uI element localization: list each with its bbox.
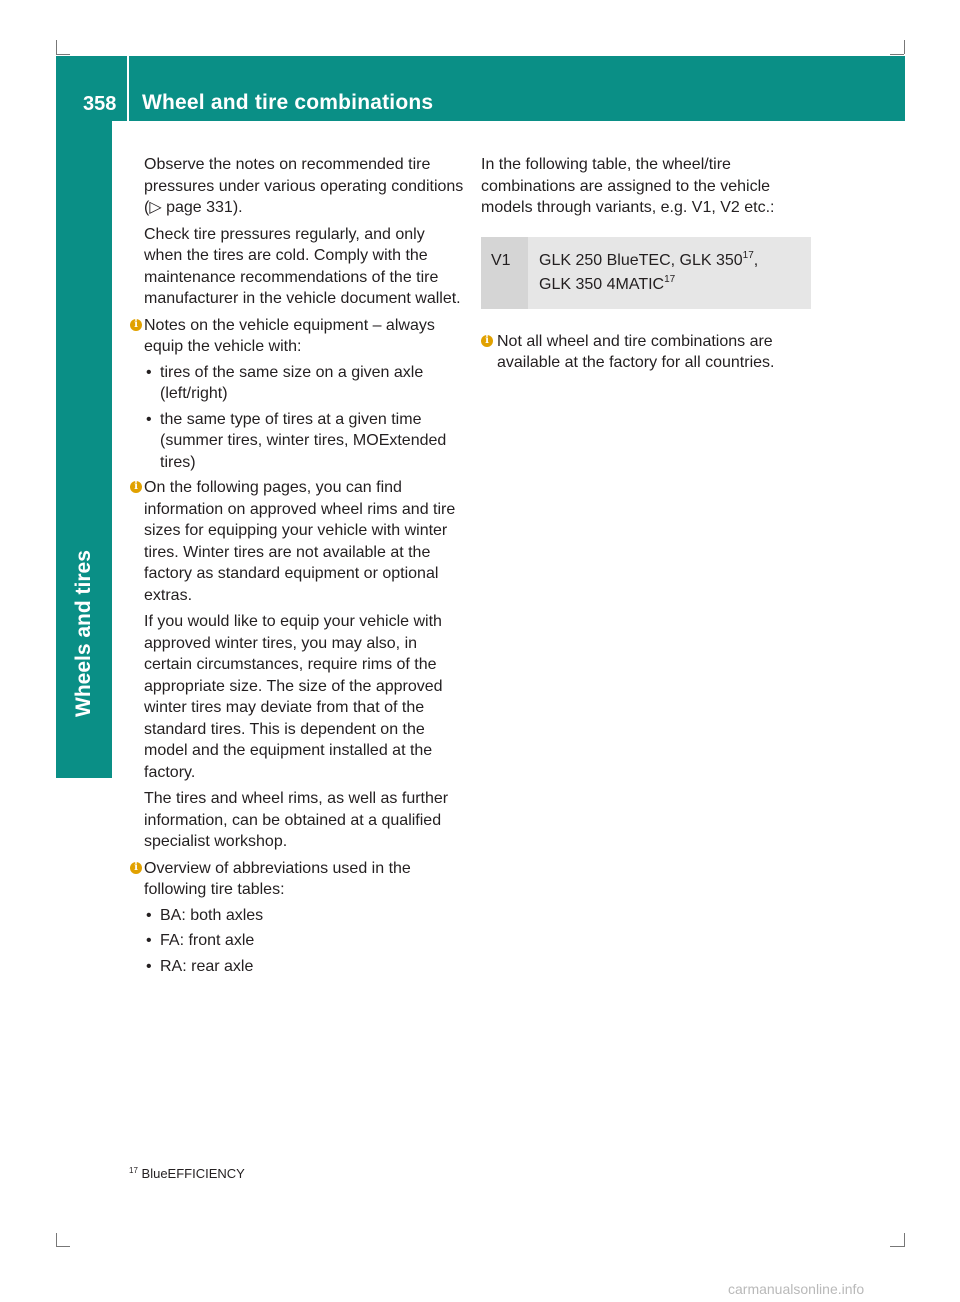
info-icon: i bbox=[130, 319, 142, 331]
header-bar bbox=[56, 56, 905, 121]
info-text: Overview of abbreviations used in the following tire tables: bbox=[144, 859, 411, 898]
right-column bbox=[481, 154, 821, 378]
crop-mark bbox=[904, 1233, 905, 1247]
section-title: Wheel and tire combinations bbox=[142, 91, 434, 114]
crop-mark bbox=[56, 1233, 57, 1247]
variant-key: V1 bbox=[481, 237, 528, 309]
footnote-number: 17 bbox=[129, 1166, 138, 1175]
info-text: On the following pages, you can find information on approved wheel rims and tire sizes for equipping your vehicle with winter tires. Winter tires are not available at the factory as standard equipment or optional extras. bbox=[144, 479, 456, 604]
bullet-list bbox=[144, 905, 464, 978]
crop-mark bbox=[56, 54, 70, 55]
paragraph: In the following table, the wheel/tire combinations are assigned to the vehicle models through variants, e.g. V1, V2 etc.: bbox=[481, 156, 775, 216]
info-note bbox=[134, 315, 464, 474]
info-note bbox=[134, 858, 464, 978]
crop-mark bbox=[890, 54, 904, 55]
crop-mark bbox=[890, 1246, 904, 1247]
paragraph: Observe the notes on recommended tire pressures under various operating conditions (▷ page 331). bbox=[144, 156, 464, 216]
list-item: • RA: rear axle bbox=[160, 956, 464, 978]
paragraph: The tires and wheel rims, as well as further information, can be obtained at a qualified specialist workshop. bbox=[144, 790, 449, 850]
info-text: Not all wheel and tire combinations are available at the factory for all countries. bbox=[497, 332, 775, 371]
page-number: 358 bbox=[83, 93, 117, 115]
info-note bbox=[481, 331, 821, 374]
crop-mark bbox=[56, 40, 57, 54]
model-line: GLK 350 4MATIC bbox=[539, 275, 665, 293]
crop-mark bbox=[56, 1246, 70, 1247]
side-tab-label: Wheels and tires bbox=[72, 550, 95, 717]
list-item: • tires of the same size on a given axle (left/right) bbox=[160, 362, 464, 405]
left-column bbox=[134, 154, 464, 981]
footnote-ref: 17 bbox=[742, 249, 754, 261]
info-text: Notes on the vehicle equipment – always equip the vehicle with: bbox=[144, 316, 435, 355]
paragraph: If you would like to equip your vehicle with approved winter tires, you may also, in certain circumstances, require rims of the appropriate size. The size of the approved winter tires may deviate from that of the standard tires. This is dependent on the model and the equipment installed at the factory. bbox=[144, 613, 443, 781]
variant-models bbox=[528, 237, 758, 309]
footnote-text: BlueEFFICIENCY bbox=[141, 1166, 245, 1181]
info-icon: i bbox=[130, 862, 142, 874]
side-tab-block bbox=[56, 733, 112, 778]
header-divider bbox=[127, 56, 129, 121]
bullet-list bbox=[144, 362, 464, 474]
info-note bbox=[134, 477, 464, 853]
side-tab bbox=[56, 121, 112, 778]
watermark: carmanualsonline.info bbox=[728, 1281, 865, 1297]
list-item: • BA: both axles bbox=[160, 905, 464, 927]
list-item: • FA: front axle bbox=[160, 930, 464, 952]
list-item: • the same type of tires at a given time (summer tires, winter tires, MOExtended tires) bbox=[160, 409, 464, 474]
model-line: GLK 250 BlueTEC, GLK 350 bbox=[539, 251, 743, 269]
footnote-ref: 17 bbox=[664, 273, 676, 285]
crop-mark bbox=[904, 40, 905, 54]
variant-table bbox=[481, 237, 811, 309]
model-line-end: , bbox=[753, 251, 759, 269]
paragraph: Check tire pressures regularly, and only when the tires are cold. Comply with the maintenance recommendations of the tire manufacturer in the vehicle document wallet. bbox=[144, 225, 461, 307]
info-icon: i bbox=[481, 335, 493, 347]
info-icon: i bbox=[130, 481, 142, 493]
footnote bbox=[129, 1166, 245, 1182]
